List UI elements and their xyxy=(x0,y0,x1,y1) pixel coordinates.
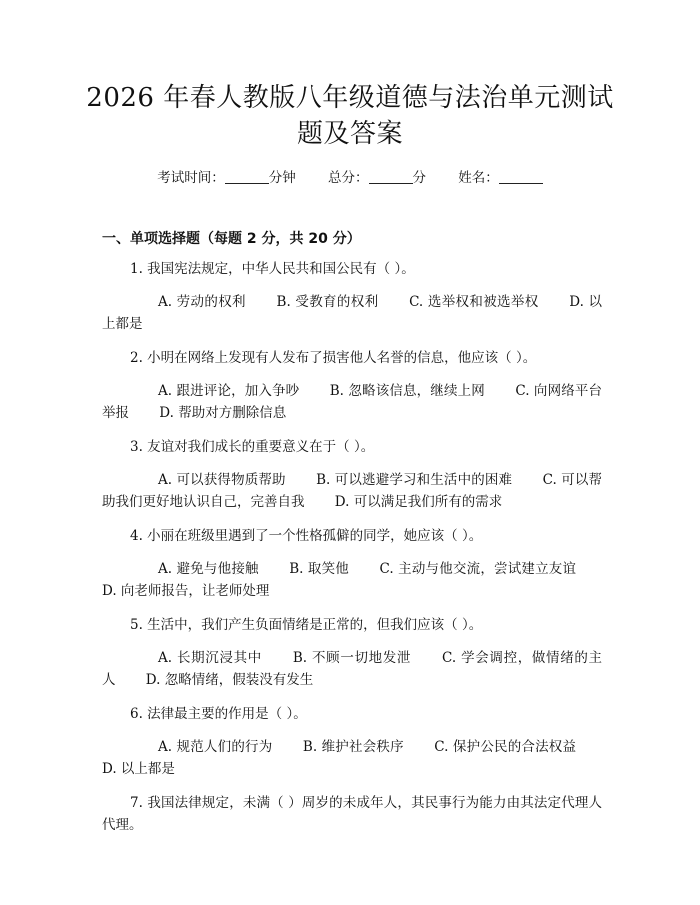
option-b: B. 取笑他 xyxy=(289,561,350,577)
option-c: C. 向网络平台举报 xyxy=(102,383,603,421)
question-item xyxy=(102,792,602,836)
student-name xyxy=(458,168,543,188)
score-unit: 分 xyxy=(412,170,426,186)
option-c: C. 选举权和被选举权 xyxy=(409,294,539,310)
option-d: D. 以上都是 xyxy=(102,761,175,777)
exam-meta xyxy=(0,168,700,188)
option-c: C. 主动与他交流，尝试建立友谊 xyxy=(379,561,577,577)
question-list xyxy=(102,258,602,847)
score-blank xyxy=(369,169,413,184)
option-d: D. 向老师报告，让老师处理 xyxy=(102,583,270,599)
name-blank xyxy=(499,169,543,184)
page-title xyxy=(80,80,620,152)
option-b: B. 受教育的权利 xyxy=(276,294,379,310)
question-options xyxy=(102,558,602,602)
question-stem: 1. 我国宪法规定，中华人民共和国公民有（ ）。 xyxy=(130,261,415,277)
question-item xyxy=(102,614,602,691)
question-options xyxy=(102,469,602,513)
option-a: A. 避免与他接触 xyxy=(158,561,259,577)
question-options xyxy=(102,736,602,780)
question-item xyxy=(102,347,602,424)
question-stem: 6. 法律最主要的作用是（ ）。 xyxy=(130,706,307,722)
question-options xyxy=(102,380,602,424)
name-label: 姓名： xyxy=(458,170,499,186)
question-options xyxy=(102,291,602,335)
option-b: B. 忽略该信息，继续上网 xyxy=(329,383,485,399)
section-heading: 一、单项选择题（每题 2 分，共 20 分） xyxy=(102,231,361,247)
time-unit: 分钟 xyxy=(268,170,296,186)
total-score xyxy=(328,168,426,188)
option-a: A. 可以获得物质帮助 xyxy=(158,472,286,488)
question-stem: 5. 生活中，我们产生负面情绪是正常的，但我们应该（ ）。 xyxy=(130,617,483,633)
exam-time xyxy=(157,168,296,188)
option-a: A. 长期沉浸其中 xyxy=(158,650,262,666)
question-stem: 7. 我国法律规定，未满（ ）周岁的未成年人，其民事行为能力由其法定代理人代理。 xyxy=(102,795,602,833)
time-label: 考试时间： xyxy=(157,170,225,186)
option-c: C. 保护公民的合法权益 xyxy=(434,739,576,755)
title-line-2: 题及答案 xyxy=(296,119,403,149)
question-item xyxy=(102,258,602,335)
question-item xyxy=(102,703,602,780)
question-item xyxy=(102,436,602,513)
option-b: B. 可以逃避学习和生活中的困难 xyxy=(316,472,513,488)
option-b: B. 维护社会秩序 xyxy=(302,739,404,755)
option-a: A. 劳动的权利 xyxy=(158,294,246,310)
option-d: D. 帮助对方删除信息 xyxy=(159,405,287,421)
option-d: D. 以上都是 xyxy=(102,294,603,332)
option-a: A. 跟进评论，加入争吵 xyxy=(158,383,300,399)
option-b: B. 不顾一切地发泄 xyxy=(292,650,412,666)
question-item xyxy=(102,525,602,602)
option-c: C. 学会调控，做情绪的主人 xyxy=(102,650,602,688)
option-a: A. 规范人们的行为 xyxy=(158,739,273,755)
time-blank xyxy=(225,169,269,184)
question-options xyxy=(102,647,602,691)
option-c: C. 可以帮助我们更好地认识自己，完善自我 xyxy=(102,472,602,510)
score-label: 总分： xyxy=(328,170,369,186)
option-d: D. 可以满足我们所有的需求 xyxy=(334,494,503,510)
title-line-1: 2026 年春人教版八年级道德与法治单元测试 xyxy=(86,83,614,113)
option-d: D. 忽略情绪，假装没有发生 xyxy=(145,672,314,688)
question-stem: 3. 友谊对我们成长的重要意义在于（ ）。 xyxy=(130,439,375,455)
question-stem: 4. 小丽在班级里遇到了一个性格孤僻的同学，她应该（ ）。 xyxy=(130,528,483,544)
question-stem: 2. 小明在网络上发现有人发布了损害他人名誉的信息，他应该（ ）。 xyxy=(130,350,537,366)
